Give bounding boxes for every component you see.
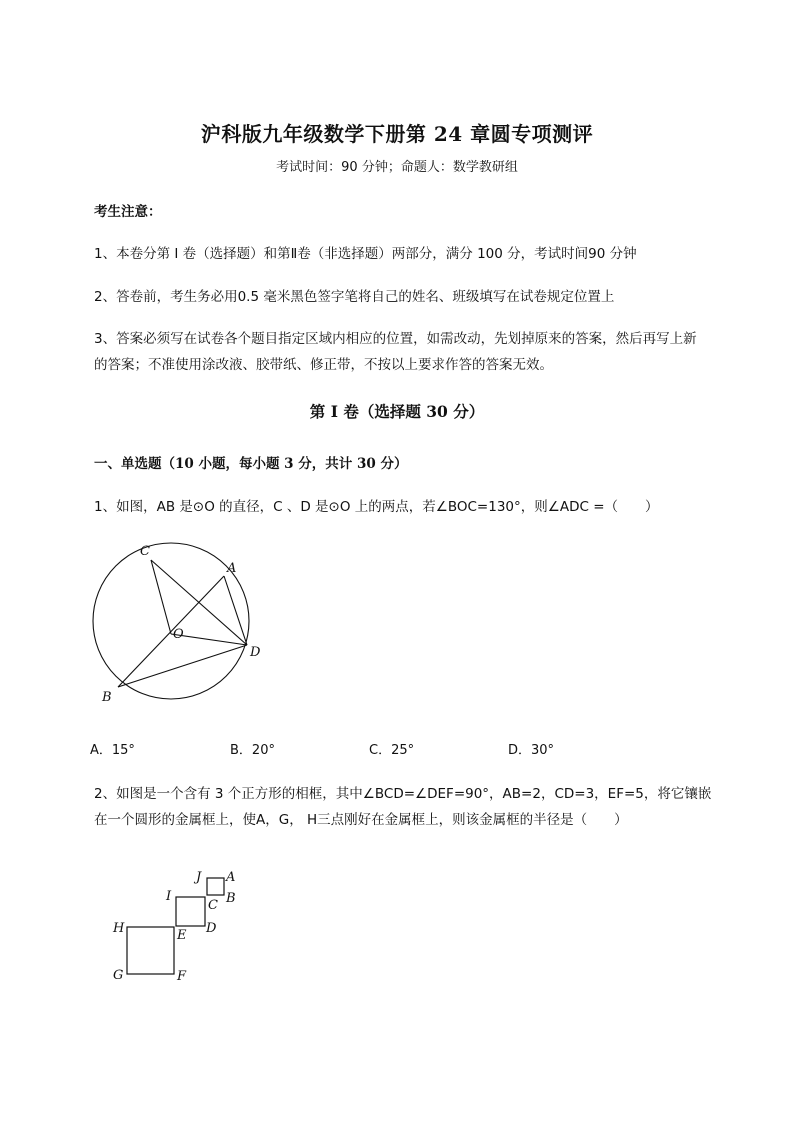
question-2-line-2: 在一个圆形的金属框上，使A，G， H三点刚好在金属框上，则该金属框的半径是（ ） (94, 812, 628, 828)
option-b[interactable]: B．20° (230, 743, 275, 758)
note-item-3-line-1: 3、答案必须写在试卷各个题目指定区域内相应的位置，如需改动，先划掉原来的答案，然后再写上新 (94, 331, 697, 347)
notes-heading: 考生注意： (94, 204, 162, 220)
label-h: H (113, 921, 125, 936)
circle-o (93, 543, 249, 699)
exam-info: 考试时间：90 分钟；命题人：数学教研组 (276, 160, 518, 175)
label-a2: A (226, 870, 236, 885)
label-j: J (196, 870, 202, 885)
label-e: E (177, 928, 187, 943)
small-square (207, 878, 224, 895)
label-b: B (102, 690, 112, 705)
option-d[interactable]: D．30° (508, 743, 555, 758)
note-item-2: 2、答卷前，考生务必用0.5 毫米黑色签字笔将自己的姓名、班级填写在试卷规定位置上 (94, 289, 615, 305)
label-b2: B (226, 891, 236, 906)
option-a[interactable]: A．15° (90, 743, 135, 758)
page-title: 沪科版九年级数学下册第 24 章圆专项测评 (200, 122, 594, 146)
question-2-line-1: 2、如图是一个含有 3 个正方形的相框，其中∠BCD=∠DEF=90°，AB=2，CD=3，EF=5，将它镶嵌 (94, 786, 712, 802)
part-title: 一、单选题（10 小题，每小题 3 分，共计 30 分） (94, 456, 408, 472)
label-c2: C (208, 898, 218, 913)
diameter-ab (118, 576, 224, 687)
medium-square (176, 897, 205, 926)
section-title: 第 I 卷（选择题 30 分） (309, 402, 485, 421)
question-1-text: 1、如图，AB 是⊙O 的直径，C 、D 是⊙O 上的两点，若∠BOC=130°，则∠ADC =（ ） (94, 499, 659, 515)
label-f: F (177, 969, 187, 984)
label-d2: D (206, 921, 217, 936)
label-a: A (227, 561, 237, 576)
label-d: D (250, 645, 261, 660)
question-1-figure (80, 535, 280, 710)
large-square (127, 927, 174, 974)
note-item-3-line-2: 的答案；不准使用涂改液、胶带纸、修正带，不按以上要求作答的答案无效。 (94, 357, 553, 373)
question-2-figure (105, 865, 250, 990)
segment-co (151, 560, 171, 634)
label-g: G (113, 968, 124, 983)
label-o: O (173, 627, 184, 642)
label-c: C (140, 544, 150, 559)
option-c[interactable]: C．25° (369, 743, 415, 758)
label-i: I (166, 889, 172, 904)
note-item-1: 1、本卷分第 I 卷（选择题）和第Ⅱ卷（非选择题）两部分，满分 100 分，考试时间90 分钟 (94, 246, 637, 262)
